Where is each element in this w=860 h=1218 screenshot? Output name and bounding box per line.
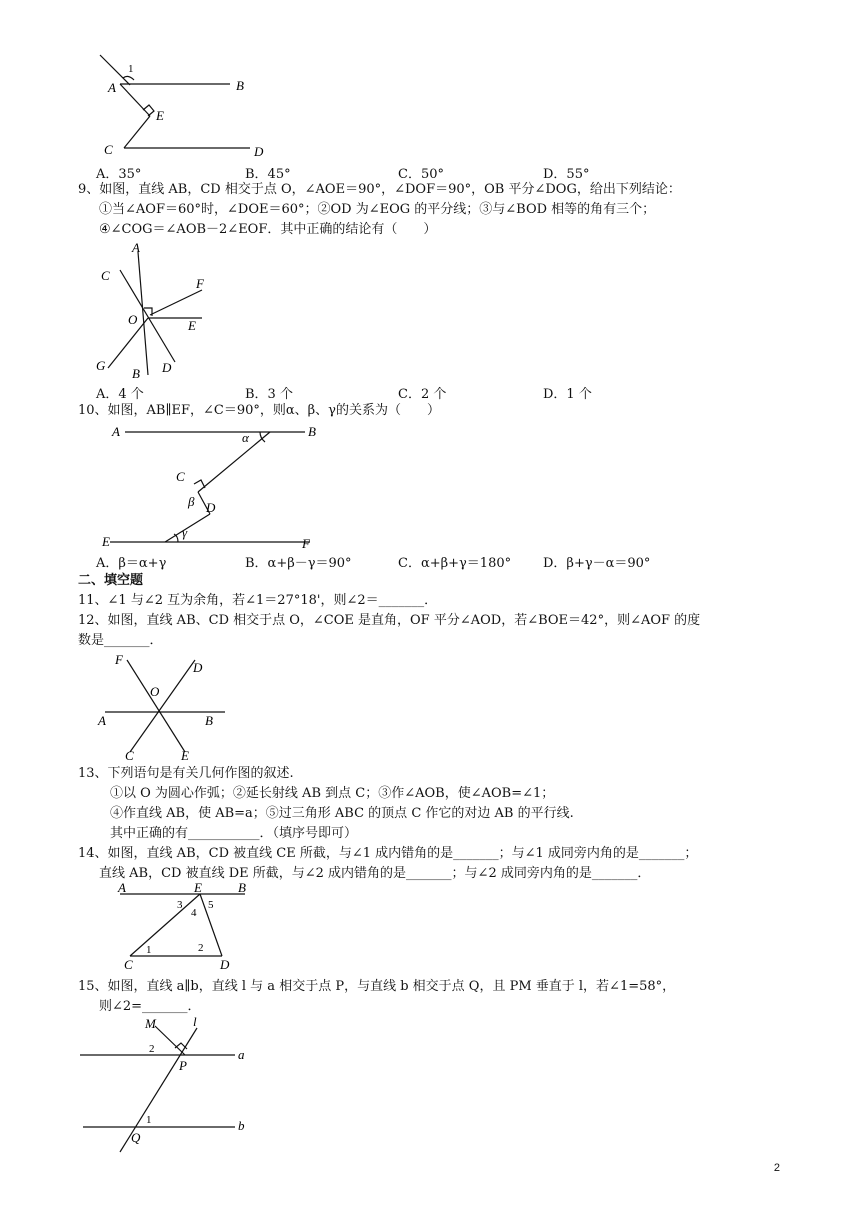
q9-label-G: G (96, 358, 106, 373)
q9-label-F: F (196, 276, 204, 291)
q10-line-1: 10、如图，AB∥EF，∠C＝90°，则α、β、γ的关系为（ ） (78, 403, 440, 418)
q12-figure (95, 650, 235, 762)
q8-label-B: B (236, 78, 244, 93)
q10-label-D: D (206, 500, 216, 515)
q10-option-d: D．β+γ－α＝90° (543, 556, 651, 571)
q9-label-E: E (188, 318, 196, 333)
q10-label-beta: β (188, 494, 195, 509)
q15-label-1: 1 (146, 1114, 152, 1126)
q8-option-c: C．50° (398, 167, 444, 182)
q15-label-2: 2 (149, 1043, 155, 1055)
q8-label-E: E (156, 108, 164, 123)
q14-figure (110, 880, 260, 975)
q15-label-l: l (193, 1014, 197, 1029)
q13-line-4: 其中正确的有___________．（填序号即可） (110, 826, 358, 841)
q9-figure (90, 240, 240, 380)
q10-label-B: B (308, 424, 316, 439)
q12-line-1: 12、如图，直线 AB、CD 相交于点 O，∠COE 是直角，OF 平分∠AOD，若∠BOE＝42°，则∠AOF 的度 (78, 613, 701, 628)
q9-option-c: C．2 个 (398, 387, 447, 402)
q14-label-D: D (220, 957, 230, 972)
q10-option-c: C．α+β+γ＝180° (398, 556, 512, 571)
q12-label-F: F (115, 652, 123, 667)
q9-label-O: O (128, 312, 138, 327)
q12-label-E: E (181, 748, 189, 763)
q14-label-E: E (194, 880, 202, 895)
q14-label-C: C (124, 957, 133, 972)
q14-label-5: 5 (208, 899, 214, 911)
q12-label-C: C (125, 748, 134, 763)
q10-option-a: A．β＝α+γ (96, 556, 167, 571)
q15-label-M: M (145, 1016, 156, 1031)
q13-line-1: 13、下列语句是有关几何作图的叙述. (78, 766, 294, 781)
q9-label-A: A (132, 240, 140, 255)
q9-option-b: B．3 个 (245, 387, 293, 402)
q15-line-2: 则∠2=_______． (99, 999, 201, 1014)
q9-option-a: A．4 个 (96, 387, 144, 402)
q15-line-1: 15、如图，直线 a∥b，直线 l 与 a 相交于点 P，与直线 b 相交于点 Q，且 PM 垂直于 l，若∠1=58°， (78, 979, 676, 994)
q12-label-O: O (150, 684, 160, 699)
q8-label-C: C (104, 142, 113, 157)
q9-line-3: ④∠COG＝∠AOB－2∠EOF．其中正确的结论有（ ） (99, 222, 437, 237)
q10-label-C: C (176, 469, 185, 484)
q15-figure (75, 1012, 265, 1157)
q8-option-a: A．35° (96, 167, 142, 182)
q10-label-A: A (112, 424, 120, 439)
q14-label-1: 1 (146, 944, 152, 956)
q15-label-b: b (238, 1118, 245, 1133)
q10-label-E: E (102, 534, 110, 549)
q14-line-1: 14、如图，直线 AB，CD 被直线 CE 所截，与∠1 成内错角的是_______；与∠1 成同旁内角的是_______； (78, 846, 698, 861)
q9-label-D: D (162, 360, 172, 375)
q14-label-A: A (118, 880, 126, 895)
q12-line-2: 数是_______． (78, 633, 163, 648)
q12-label-B: B (205, 713, 213, 728)
q12-label-D: D (193, 660, 203, 675)
q8-label-A: A (108, 80, 116, 95)
page-number: 2 (773, 1162, 780, 1174)
q14-label-3: 3 (177, 899, 183, 911)
q12-label-A: A (98, 713, 106, 728)
q10-option-b: B．α+β－γ＝90° (245, 556, 352, 571)
q13-line-3: ④作直线 AB，使 AB=a；⑤过三角形 ABC 的顶点 C 作它的对边 AB 的平行线. (110, 806, 574, 821)
q14-label-4: 4 (191, 907, 197, 919)
q10-figure (90, 420, 330, 550)
q11-line: 11、∠1 与∠2 互为余角，若∠1＝27°18'，则∠2＝_______． (78, 593, 438, 608)
q8-figure (90, 50, 290, 160)
q15-label-P: P (179, 1058, 187, 1073)
q9-option-d: D．1 个 (543, 387, 592, 402)
q10-label-F: F (302, 536, 310, 551)
section-heading: 二、填空题 (78, 573, 144, 588)
q14-label-B: B (238, 880, 246, 895)
q9-label-C: C (101, 268, 110, 283)
q14-line-2: 直线 AB，CD 被直线 DE 所截，与∠2 成内错角的是_______；与∠2 成同旁内角的是_______． (99, 866, 651, 881)
q8-option-b: B．45° (245, 167, 291, 182)
q15-label-Q: Q (131, 1130, 141, 1145)
q8-option-d: D．55° (543, 167, 590, 182)
q14-label-2: 2 (198, 942, 204, 954)
q15-label-a: a (238, 1047, 245, 1062)
q8-label-1: 1 (128, 63, 134, 75)
q9-line-1: 9、如图，直线 AB，CD 相交于点 O，∠AOE＝90°，∠DOF＝90°，OB 平分∠DOG，给出下列结论： (78, 182, 681, 197)
q10-label-gamma: γ (182, 525, 188, 540)
q13-line-2: ①以 O 为圆心作弧；②延长射线 AB 到点 C；③作∠AOB，使∠AOB=∠1； (110, 786, 555, 801)
q9-label-B: B (132, 366, 140, 381)
q9-line-2: ①当∠AOF＝60°时，∠DOE＝60°；②OD 为∠EOG 的平分线；③与∠BOD 相等的角有三个； (99, 202, 656, 217)
q8-label-D: D (254, 144, 264, 159)
q10-label-alpha: α (242, 430, 249, 445)
